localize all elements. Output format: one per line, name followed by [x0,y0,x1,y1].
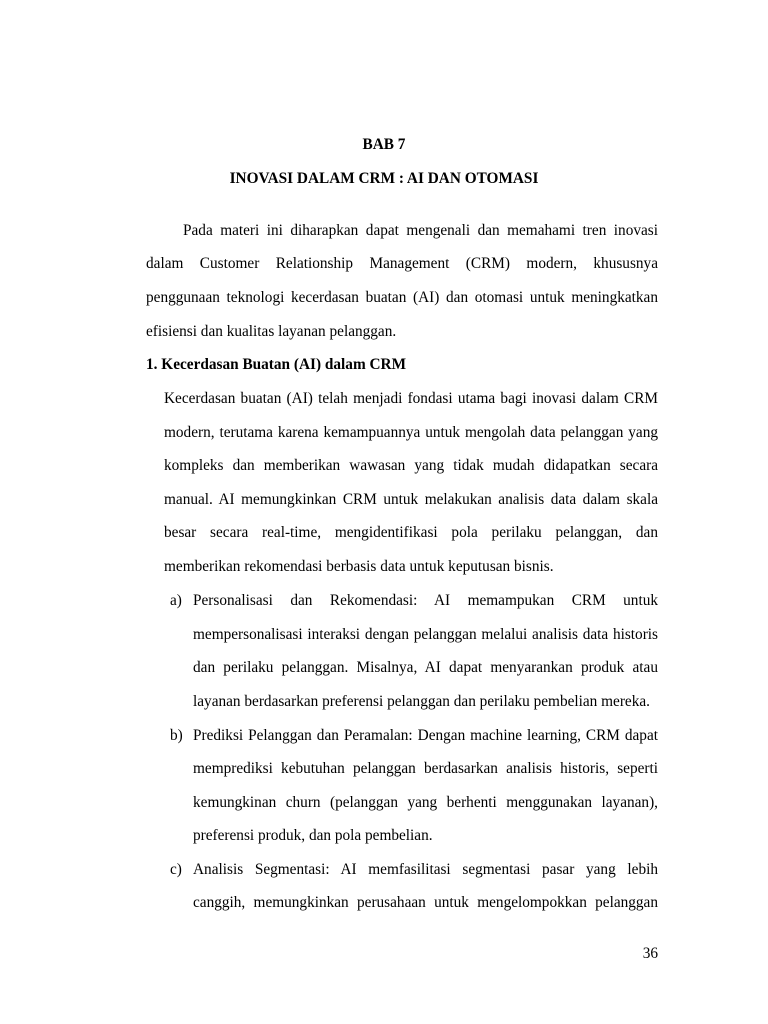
section-line: memberikan rekomendasi berbasis data untuk keputusan bisnis. [164,558,554,575]
list-item-line: canggih, memungkinkan perusahaan untuk mengelompokkan pelanggan [193,894,658,911]
list-item-line: Personalisasi dan Rekomendasi: AI memampukan CRM untuk [193,592,658,609]
list-item-line: dan perilaku pelanggan. Misalnya, AI dapat menyarankan produk atau [193,659,658,676]
list-item-line: layanan berdasarkan preferensi pelanggan dan perilaku pembelian mereka. [193,693,650,710]
list-item-line: preferensi produk, dan pola pembelian. [193,827,433,844]
list-item-line: memprediksi kebutuhan pelanggan berdasarkan analisis historis, seperti [193,760,658,777]
page-number: 36 [642,945,658,962]
intro-line: dalam Customer Relationship Management (CRM) modern, khususnya [146,255,658,272]
list-item-line: Prediksi Pelanggan dan Peramalan: Dengan machine learning, CRM dapat [193,727,658,744]
section-line: modern, terutama karena kemampuannya untuk mengolah data pelanggan yang [164,424,658,441]
section-line: manual. AI memungkinkan CRM untuk melakukan analisis data dalam skala [164,491,658,508]
intro-line: penggunaan teknologi kecerdasan buatan (AI) dan otomasi untuk meningkatkan [146,289,658,306]
section-heading: 1. Kecerdasan Buatan (AI) dalam CRM [146,356,407,373]
section-line: besar secara real-time, mengidentifikasi pola perilaku pelanggan, dan [164,524,658,541]
section-line: kompleks dan memberikan wawasan yang tidak mudah didapatkan secara [164,457,658,474]
chapter-label: BAB 7 [362,136,406,153]
intro-line: efisiensi dan kualitas layanan pelanggan. [146,323,397,340]
list-marker: b) [170,727,183,744]
list-item-line: Analisis Segmentasi: AI memfasilitasi segmentasi pasar yang lebih [193,861,658,878]
chapter-title: INOVASI DALAM CRM : AI DAN OTOMASI [229,170,539,187]
section-line: Kecerdasan buatan (AI) telah menjadi fondasi utama bagi inovasi dalam CRM [164,390,658,407]
list-item-line: kemungkinan churn (pelanggan yang berhenti menggunakan layanan), [193,794,658,811]
intro-line: Pada materi ini diharapkan dapat mengenali dan memahami tren inovasi [183,222,658,239]
list-marker: c) [170,861,182,878]
list-marker: a) [170,592,182,609]
list-item-line: mempersonalisasi interaksi dengan pelanggan melalui analisis data historis [193,626,658,643]
